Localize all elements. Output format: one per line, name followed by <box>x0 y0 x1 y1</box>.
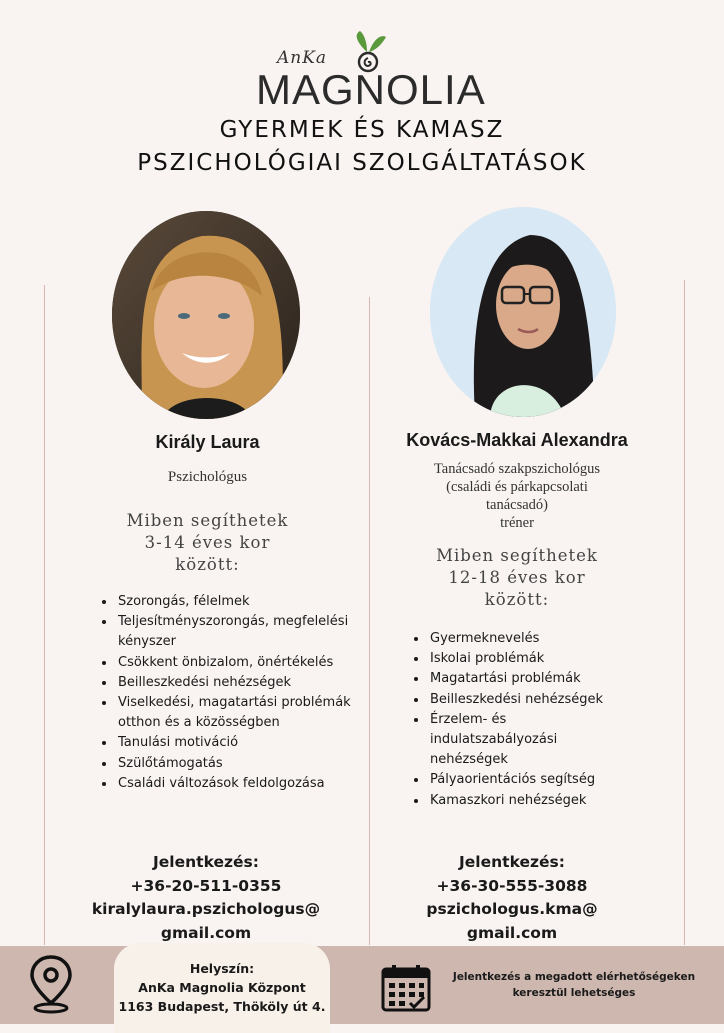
calendar-icon <box>380 963 432 1013</box>
photo-kiraly-laura <box>112 211 300 419</box>
list-item: • Érzelem- és indulatszabályozási nehézségek <box>428 710 580 771</box>
help-heading-right: Miben segíthetek 12-18 éves kor között: <box>436 546 598 609</box>
location-box <box>114 943 330 1033</box>
phone-link[interactable]: +36-30-555-3088 <box>436 876 588 895</box>
page-title-line2: PSZICHOLÓGIAI SZOLGÁLTATÁSOK <box>137 150 587 176</box>
list-item: • Csökkent önbizalom, önértékelés <box>116 653 376 673</box>
contact-left <box>50 851 362 945</box>
photo-kovacs-makkai-alexandra <box>430 207 616 417</box>
list-item: • Gyermeknevelés <box>428 629 678 649</box>
location-name: AnKa Magnolia Központ <box>138 980 306 995</box>
list-item: • Beilleszkedési nehézségek <box>116 673 376 693</box>
list-item: • Beilleszkedési nehézségek <box>428 690 678 710</box>
help-heading-left: Miben segíthetek 3-14 éves kor között: <box>126 511 289 574</box>
footer-note: Jelentkezés a megadott elérhetőségeken keresztül lehetséges <box>452 971 696 999</box>
list-item: • Kamaszkori nehézségek <box>428 791 678 811</box>
list-item: • Teljesítményszorongás, megfelelési kényszer <box>116 612 376 652</box>
list-item: • Szorongás, félelmek <box>116 592 376 612</box>
email-link[interactable]: pszichologus.kma@ gmail.com <box>426 900 598 942</box>
list-item: • Iskolai problémák <box>428 649 678 669</box>
service-list-left <box>96 592 376 794</box>
email-link[interactable]: kiralylaura.pszichologus@ gmail.com <box>91 900 321 942</box>
list-item: • Magatartási problémák <box>428 669 678 689</box>
contact-right <box>362 851 662 945</box>
role-right: Tanácsadó szakpszichológus (családi és párkapcsolati tanácsadó) tréner <box>433 461 601 531</box>
contact-label: Jelentkezés: <box>153 853 259 871</box>
phone-link[interactable]: +36-20-511-0355 <box>130 876 282 895</box>
name-right: Kovács-Makkai Alexandra <box>406 430 628 450</box>
list-item: • Családi változások feldolgozása <box>116 774 376 794</box>
list-item: • Viselkedési, magatartási problémák otthon és a közösségben <box>116 693 376 733</box>
location-address: 1163 Budapest, Thököly út 4. <box>118 999 326 1014</box>
list-item: • Pályaorientációs segítség <box>428 770 678 790</box>
service-list-right <box>408 629 678 811</box>
list-item: • Tanulási motiváció <box>116 733 376 753</box>
logo-main-text: MAGNOLIA <box>256 66 486 113</box>
list-item: • Szülőtámogatás <box>116 754 376 774</box>
name-left: Király Laura <box>155 432 260 452</box>
left-divider <box>44 285 45 945</box>
right-divider <box>684 280 685 945</box>
logo-small-text: AnKa <box>277 48 328 68</box>
map-pin-icon <box>28 953 74 1015</box>
location-label: Helyszín: <box>189 961 255 976</box>
page-title-line1: GYERMEK ÉS KAMASZ <box>219 117 505 143</box>
logo <box>0 18 724 113</box>
role-left: Pszichológus <box>167 469 248 485</box>
contact-label: Jelentkezés: <box>459 853 565 871</box>
